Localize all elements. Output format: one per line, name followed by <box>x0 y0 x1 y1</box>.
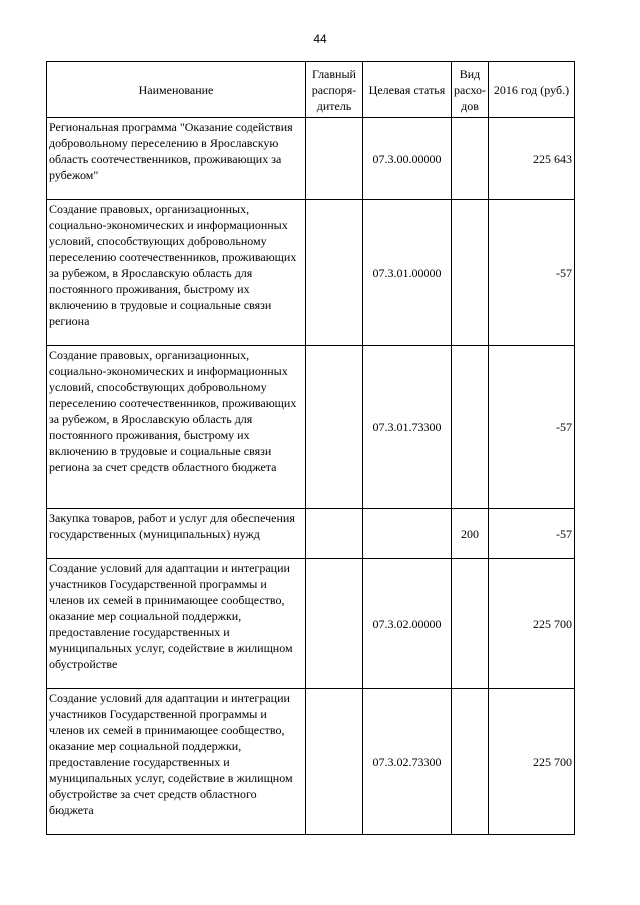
row-type <box>452 118 489 200</box>
row-admin <box>306 559 363 689</box>
table-row <box>47 118 575 200</box>
row-name: Создание правовых, организационных, социально-экономических и информационных условий, способствующих добровольному переселению соотечественников, проживающих за рубежом, в Ярославскую область для постоянного проживания, быстрому их включению в трудовые и социальные связи региона за счет средств областного бюджета <box>47 346 306 509</box>
header-type: Вид расхо-дов <box>452 62 489 118</box>
table-row <box>47 200 575 346</box>
row-amount: 225 700 <box>489 689 575 835</box>
row-name: Создание условий для адаптации и интеграции участников Государственной программы и членов их семей в принимающее сообщество, оказание мер социальной поддержки, предоставление государственных и муниципальных услуг, содействие в жилищном обустройстве за счет средств областного бюджета <box>47 689 306 835</box>
row-amount: 225 700 <box>489 559 575 689</box>
row-admin <box>306 346 363 509</box>
row-admin <box>306 200 363 346</box>
row-type: 200 <box>452 509 489 559</box>
row-amount: -57 <box>489 509 575 559</box>
row-name: Региональная программа "Оказание содействия добровольному переселению в Ярославскую область соотечественников, проживающих за рубежом" <box>47 118 306 200</box>
row-target: 07.3.01.00000 <box>363 200 452 346</box>
row-type <box>452 559 489 689</box>
row-admin <box>306 118 363 200</box>
header-target: Целевая статья <box>363 62 452 118</box>
row-target <box>363 509 452 559</box>
row-target: 07.3.01.73300 <box>363 346 452 509</box>
header-admin: Главный распоря-дитель <box>306 62 363 118</box>
row-name: Создание условий для адаптации и интеграции участников Государственной программы и членов их семей в принимающее сообщество, оказание мер социальной поддержки, предоставление государственных и муниципальных услуг, содействие в жилищном обустройстве <box>47 559 306 689</box>
table-row <box>47 559 575 689</box>
row-type <box>452 689 489 835</box>
page-number: 44 <box>313 32 327 46</box>
header-amount: 2016 год (руб.) <box>489 62 575 118</box>
row-target: 07.3.02.73300 <box>363 689 452 835</box>
header-name: Наименование <box>47 62 306 118</box>
row-type <box>452 200 489 346</box>
row-name: Закупка товаров, работ и услуг для обеспечения государственных (муниципальных) нужд <box>47 509 306 559</box>
table-row <box>47 509 575 559</box>
row-name: Создание правовых, организационных, социально-экономических и информационных условий, способствующих добровольному переселению соотечественников, проживающих за рубежом, в Ярославскую область для постоянного проживания, быстрому их включению в трудовые и социальные связи региона <box>47 200 306 346</box>
row-admin <box>306 689 363 835</box>
row-target: 07.3.02.00000 <box>363 559 452 689</box>
row-target: 07.3.00.00000 <box>363 118 452 200</box>
table-header-row <box>47 62 575 118</box>
row-type <box>452 346 489 509</box>
budget-table <box>46 61 575 835</box>
row-amount: 225 643 <box>489 118 575 200</box>
table-row <box>47 689 575 835</box>
row-admin <box>306 509 363 559</box>
row-amount: -57 <box>489 200 575 346</box>
row-amount: -57 <box>489 346 575 509</box>
table-row <box>47 346 575 509</box>
